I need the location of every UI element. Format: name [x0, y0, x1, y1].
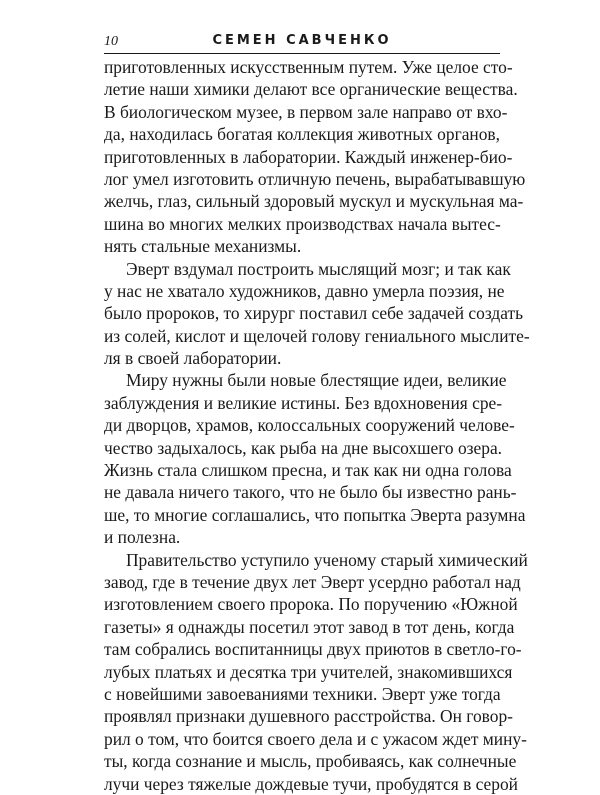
text-line: там собрались воспитанницы двух приютов в светло-го-	[104, 639, 522, 660]
text-line: завод, где в течение двух лет Эверт усердно работал над	[104, 571, 521, 592]
paragraph	[104, 258, 530, 370]
text-line: нять стальные механизмы.	[104, 236, 302, 257]
text-line: приготовленных искусственным путем. Уже целое сто-	[104, 57, 513, 77]
text-line: газеты» я однажды посетил этот завод в тот день, когда	[104, 616, 515, 637]
text-line: проявлял признаки душевного расстройства. Он говор-	[104, 706, 513, 727]
text-line: заблуждения и великие истины. Без вдохновения сре-	[104, 392, 503, 413]
page-header	[104, 29, 500, 54]
text-line: ше, то многие соглашались, что попытка Эверта разумна	[104, 504, 526, 525]
paragraph	[104, 549, 528, 795]
text-line: приготовленных в лаборатории. Каждый инженер-био-	[104, 146, 513, 167]
text-line: шина во многих мелких производствах начала вытес-	[104, 213, 501, 234]
text-line: Эверт вздумал построить мыслящий мозг; и так как	[126, 258, 511, 279]
text-line: было пророков, то хирург поставил себе задачей создать	[104, 303, 524, 324]
text-line: и полезна.	[104, 527, 181, 548]
text-line: из солей, кислот и щелочей голову гениального мыслите-	[104, 325, 530, 346]
text-line: летие наши химики делают все органические вещества.	[104, 79, 518, 100]
body-text	[104, 56, 530, 795]
text-line: ты, когда сознание и мысль, пробиваясь, как солнечные	[104, 751, 517, 772]
text-line: чество задыхалось, как рыба на дне высохшего озера.	[104, 437, 503, 458]
text-line: лубых платьях и десятка три учителей, знакомившихся	[104, 661, 513, 682]
text-line: изготовлением своего пророка. По поручению «Южной	[104, 594, 518, 615]
paragraph	[104, 56, 526, 258]
text-line: не давала ничего такого, что не было бы известно рань-	[104, 482, 517, 503]
text-line: с новейшими завоеваниями техники. Эверт уже тогда	[104, 683, 501, 704]
text-line: ди дворцов, храмов, колоссальных сооружений челове-	[104, 415, 515, 436]
text-line: Миру нужны были новые блестящие идеи, великие	[126, 370, 507, 391]
paragraph	[104, 369, 526, 548]
page-number: 10	[104, 34, 118, 49]
text-line: да, находилась богатая коллекция животных органов,	[104, 124, 500, 145]
text-line: у нас не хватало художников, давно умерла поэзия, не	[104, 280, 505, 301]
text-line: лучи через тяжелые дождевые тучи, пробудятся в серой	[104, 773, 518, 794]
text-line: ля в своей лаборатории.	[104, 348, 282, 369]
text-line: лог умел изготовить отличную печень, вырабатывавшую	[104, 168, 526, 189]
text-line: Жизнь стала слишком пресна, и так как ни одна голова	[104, 460, 512, 481]
text-line: рил о том, что боится своего дела и с ужасом ждет мину-	[104, 728, 527, 749]
text-line: желчь, глаз, сильный здоровый мускул и мускульная ма-	[104, 191, 524, 212]
text-line: Правительство уступило ученому старый химический	[126, 549, 528, 570]
text-line: В биологическом музее, в первом зале направо от вхо-	[104, 101, 508, 122]
running-head-author: СЕМЕН САВЧЕНКО	[212, 33, 392, 48]
